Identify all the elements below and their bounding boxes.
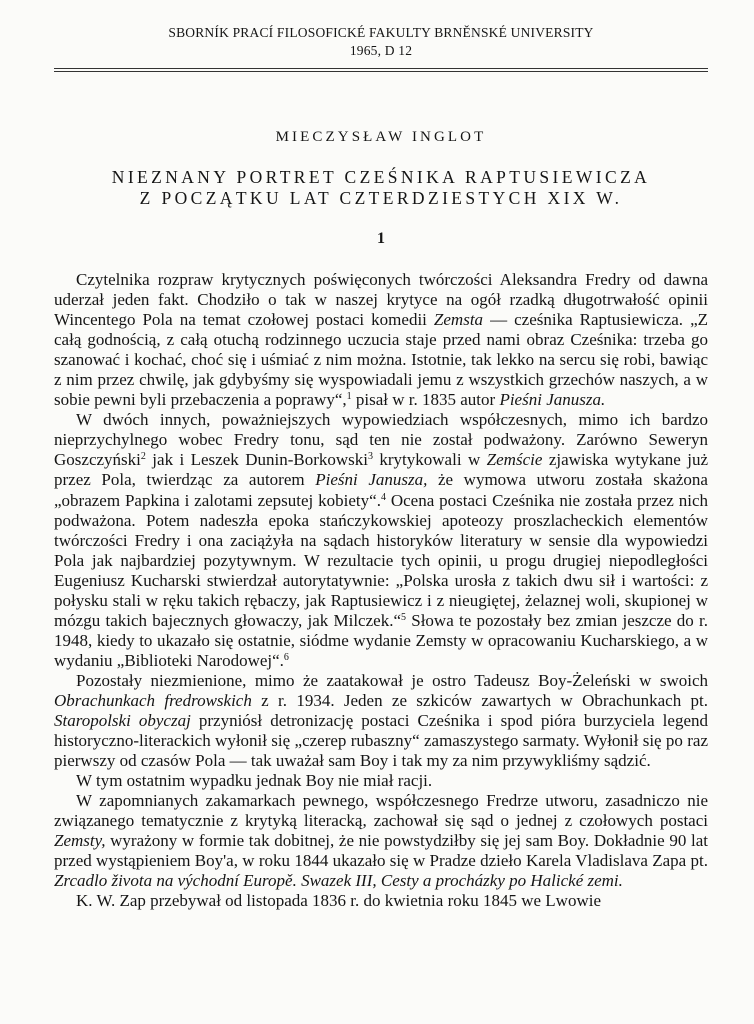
text-run: W dwóch innych, poważniejszych wypowiedziach współczesnych, mimo ich bardzo nieprzychylnego wobec Fredry tonu, sąd ten nie został podważony. Zarówno Seweryn Goszczyński <box>54 410 708 470</box>
body-paragraph <box>54 270 708 410</box>
footnote-marker: 5 <box>401 611 406 623</box>
section-number: 1 <box>377 230 385 247</box>
body-paragraph <box>54 891 708 911</box>
text-run: krytykowali w <box>372 450 487 470</box>
article-title-line-1: NIEZNANY PORTRET CZEŚNIKA RAPTUSIEWICZA <box>111 167 651 187</box>
header-rule-bottom <box>54 71 708 72</box>
journal-header <box>54 24 708 60</box>
article-author: MIECZYSŁAW INGLOT <box>275 129 487 145</box>
journal-title: SBORNÍK PRACÍ FILOSOFICKÉ FAKULTY BRNĚNSKÉ UNIVERSITY <box>168 25 594 40</box>
body-paragraph <box>54 410 708 671</box>
text-run: K. W. Zap przebywał od listopada 1836 r. do kwietnia roku 1845 we Lwowie <box>76 891 602 911</box>
article-title-line-2: Z POCZĄTKU LAT CZTERDZIESTYCH XIX W. <box>139 188 623 208</box>
text-run: zjawiska wytykane już przez Pola, twierdząc za autorem <box>54 450 708 490</box>
article-body <box>54 270 708 912</box>
italic-text: Pieśni Janusza, <box>315 470 428 490</box>
footnote-marker: 3 <box>367 451 373 463</box>
body-paragraph <box>54 791 708 891</box>
text-run: W tym ostatnim wypadku jednak Boy nie miał racji. <box>76 771 433 791</box>
text-run: Słowa te pozostały bez zmian jeszcze do r. 1948, kiedy to ukazało się ostatnie, siódme wydanie Zemsty w opracowaniu Kucharskiego, a w wydaniu „Biblioteki Narodowej“. <box>54 610 708 670</box>
italic-text: Obrachunkach fredrowskich <box>54 690 252 710</box>
text-run: z r. 1934. Jeden ze szkiców zawartych w Obrachunkach pt. <box>251 690 708 710</box>
italic-text: Zrcadlo života na východní Europě. Swazek III, Cesty a procházky po Halické zemi. <box>54 871 623 891</box>
italic-text: Staropolski obyczaj <box>54 711 191 731</box>
text-run: że wymowa utworu została skażona „obrazem Papkina i zalotami zepsutej kobiety“. <box>54 470 708 510</box>
footnote-marker: 2 <box>140 451 146 463</box>
italic-text: Zemsta <box>433 310 484 330</box>
footnote-marker: 1 <box>346 391 352 403</box>
body-paragraph <box>54 671 708 771</box>
text-run: Czytelnika rozpraw krytycznych poświęconych twórczości Aleksandra Fredry od dawna uderzał jeden fakt. Chodziło o tak w naszej krytyce na ogół rzadką długotrwałość opinii Wincentego Pola na temat czołowej postaci komedii <box>54 270 708 330</box>
text-run: przyniósł detronizację postaci Cześnika i spod pióra burzyciela legend historyczno-literackich wyłonił się „czerep rubaszny“ zamaszystego sarmaty. Wyłonił się po raz pierwszy od czasów Pola — tak uważał sam Boy i tak my za nim przywykliśmy sądzić. <box>54 711 708 771</box>
text-run: Ocena postaci Cześnika nie została przez nich podważona. Potem nadeszła epoka stańczykowskiej apoteozy proszlacheckich elementów twórczości Fredry i ona zaciążyła na sądach historyków literatury w sensie dla wypowiedzi Pola jak najbardziej pozytywnym. W rezultacie tych opinii, u progu drugiej niepodległości Eugeniusz Kucharski stwierdzał autorytatywnie: „Polska urosła z takich dwu sił i wartości: z połysku stali w ręku takich rębaczy, jak Raptusiewicz i z nieugiętej, żelaznej woli, skupionej w mózgu takich bajecznych głowaczy, jak Milczek.“ <box>54 490 708 630</box>
text-run: — cześnika Raptusiewicza. „Z całą godnością, z całą otuchą rodzinnego uczucia staje przed nami obraz Cześnika: trzeba go szanować i kochać, choć się i uśmiać z nim można. Istotnie, tak lekko na sercu się robi, bawiąc z nim przez chwilę, jak gdybyśmy się wyspowiadali jemu z wszystkich grzechów naszych, a w sobie pewni byli przebaczenia a poprawy“, <box>54 310 708 410</box>
italic-text: Zemście <box>486 450 543 470</box>
text-run: jak i Leszek Dunin-Borkowski <box>145 450 368 470</box>
footnote-marker: 4 <box>380 491 386 503</box>
text-run: Pozostały niezmienione, mimo że zaatakował je ostro Tadeusz Boy-Żeleński w swoich <box>76 670 708 690</box>
article-title <box>54 167 708 209</box>
italic-text: Pieśni Janusza. <box>499 390 606 410</box>
text-run: pisał w r. 1835 autor <box>351 390 500 410</box>
text-run: W zapomnianych zakamarkach pewnego, współczesnego Fredrze utworu, zasadniczo nie związanego tematycznie z krytyką literacką, zachował się sąd o jednej z czołowych postaci <box>54 791 708 831</box>
italic-text: Zemsty, <box>54 831 106 851</box>
journal-issue: 1965, D 12 <box>349 43 413 58</box>
footnote-marker: 6 <box>283 651 289 663</box>
body-paragraph <box>54 771 708 791</box>
header-rule-top <box>54 68 708 69</box>
text-run: wyrażony w formie tak dobitnej, że nie powstydziłby się jej sam Boy. Dokładnie 90 lat przed wystąpieniem Boy'a, w roku 1844 ukazało się w Pradze dzieło Karela Vladislava Zapa pt. <box>54 831 708 871</box>
